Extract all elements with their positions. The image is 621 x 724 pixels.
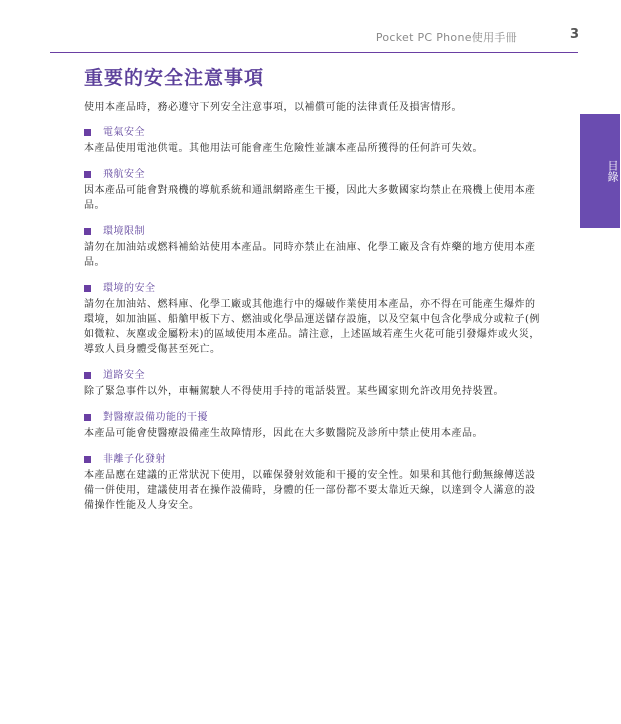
page-number: 3 xyxy=(569,27,579,42)
section-body: 本產品可能會使醫療設備產生故障情形，因此在大多數醫院及診所中禁止使用本產品。 xyxy=(84,428,483,439)
section-body: 本產品使用電池供電。其他用法可能會產生危險性並讓本產品所獲得的任何許可失效。 xyxy=(84,143,483,154)
section-flight-safety xyxy=(84,167,540,213)
section-heading xyxy=(84,368,540,383)
section-heading xyxy=(84,125,540,140)
intro-paragraph: 使用本產品時，務必遵守下列安全注意事項，以補償可能的法律責任及損害情形。 xyxy=(84,102,462,113)
section-body: 請勿在加油站、燃料庫、化學工廠或其他進行中的爆破作業使用本產品，亦不得在可能產生爆炸的環境，如加油區、船艙甲板下方、燃油或化學品運送儲存設施，以及空氣中包含化學成分或粒子(例如微粒、灰塵或金屬粉末)的區域使用本產品。請注意，上述區域若產生火花可能引發爆炸或火災，導致人員身體受傷甚至死亡。 xyxy=(84,299,540,355)
page-title: 重要的安全注意事項 xyxy=(84,67,265,89)
section-heading-text: 非離子化發射 xyxy=(103,454,166,465)
square-bullet-icon xyxy=(84,129,91,136)
section-heading xyxy=(84,167,540,182)
section-heading xyxy=(84,410,540,425)
square-bullet-icon xyxy=(84,456,91,463)
toc-side-tab-label: 目錄 xyxy=(606,160,619,182)
section-heading xyxy=(84,224,540,239)
section-environment-restrictions xyxy=(84,224,540,270)
header-divider xyxy=(50,52,578,53)
square-bullet-icon xyxy=(84,228,91,235)
toc-side-tab[interactable] xyxy=(580,114,620,228)
section-body: 本產品應在建議的正常狀況下使用，以確保發射效能和干擾的安全性。如果和其他行動無線傳送設備一併使用，建議使用者在操作設備時，身體的任一部份都不要太靠近天線，以達到令人滿意的設備操作性能及人身安全。 xyxy=(84,470,536,511)
section-heading-text: 對醫療設備功能的干擾 xyxy=(103,412,208,423)
section-heading-text: 環境限制 xyxy=(103,226,145,237)
running-header: Pocket PC Phone使用手冊 xyxy=(375,31,517,44)
section-road-safety xyxy=(84,368,540,399)
section-body: 請勿在加油站或燃料補給站使用本產品。同時亦禁止在油庫、化學工廠及含有炸藥的地方使用本產品。 xyxy=(84,242,536,268)
section-body: 因本產品可能會對飛機的導航系統和通訊網路產生干擾，因此大多數國家均禁止在飛機上使用本產品。 xyxy=(84,185,536,211)
square-bullet-icon xyxy=(84,285,91,292)
section-non-ionizing-emission xyxy=(84,452,540,513)
section-environmental-safety xyxy=(84,281,540,357)
section-heading-text: 道路安全 xyxy=(103,370,145,381)
section-heading-text: 電氣安全 xyxy=(103,127,145,138)
square-bullet-icon xyxy=(84,171,91,178)
section-heading-text: 環境的安全 xyxy=(103,283,156,294)
section-medical-interference xyxy=(84,410,540,441)
section-body: 除了緊急事件以外，車輛駕駛人不得使用手持的電話裝置。某些國家則允許改用免持裝置。 xyxy=(84,386,504,397)
square-bullet-icon xyxy=(84,414,91,421)
square-bullet-icon xyxy=(84,372,91,379)
section-electrical-safety xyxy=(84,125,540,156)
section-heading xyxy=(84,452,540,467)
section-heading-text: 飛航安全 xyxy=(103,169,145,180)
document-body xyxy=(84,100,540,524)
section-heading xyxy=(84,281,540,296)
